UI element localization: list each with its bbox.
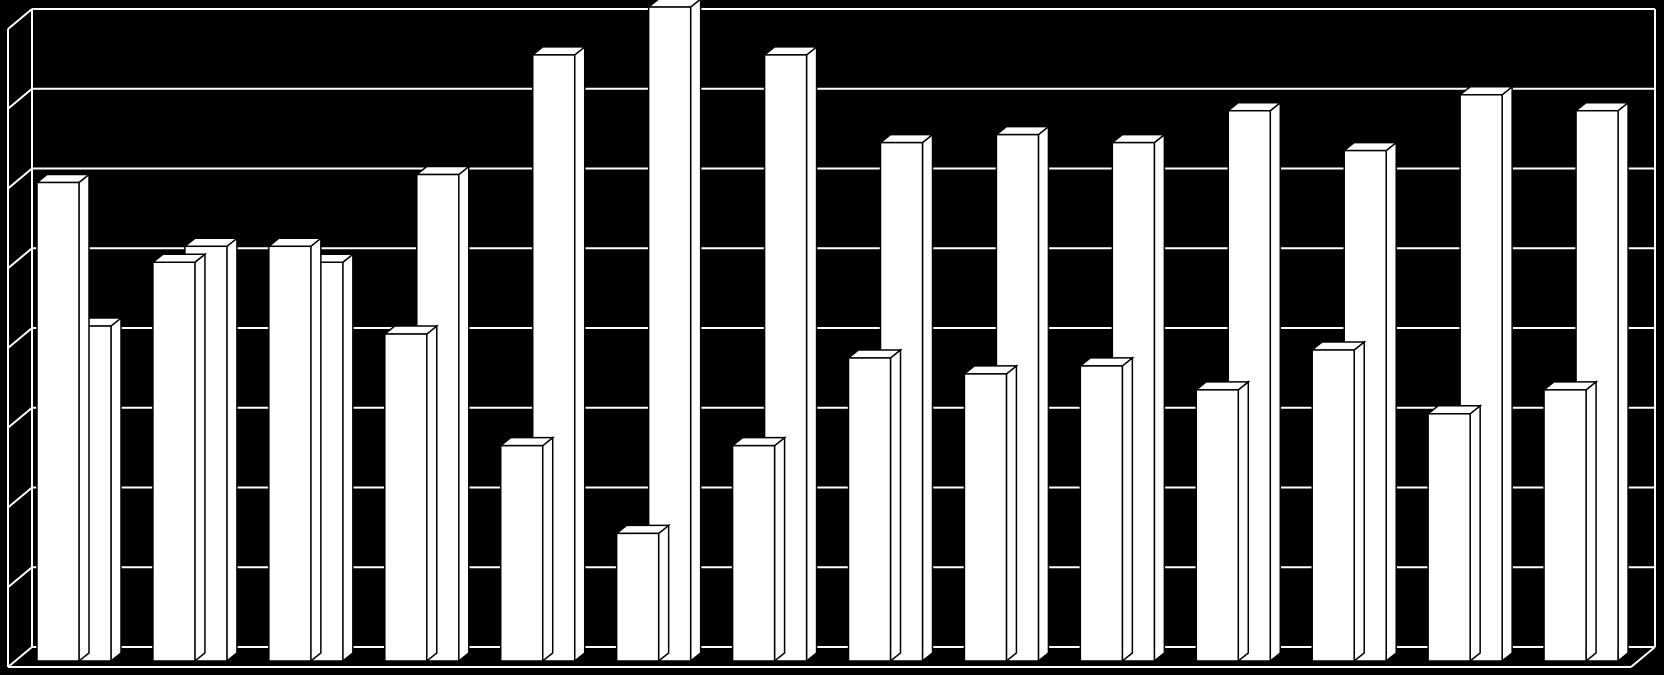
bar-series-1-9-side <box>1006 366 1016 661</box>
bar-series-2-7-top <box>765 47 817 55</box>
bar-series-1-6-front <box>617 533 659 661</box>
bar-series-2-11-side <box>1270 103 1280 661</box>
bar-series-1-3-top <box>269 238 321 246</box>
bar-series-1-7-top <box>733 438 785 446</box>
bar-series-1-5-front <box>501 446 543 661</box>
bar-series-2-12-top <box>1344 143 1396 151</box>
bar-series-1-6-top <box>617 525 669 533</box>
bar-series-1-2-top <box>153 254 205 262</box>
bar-series-1-8-front <box>849 358 891 661</box>
bar-series-1-9 <box>964 366 1016 661</box>
bar-series-2-5-top <box>533 47 585 55</box>
bar-series-1-1 <box>37 175 89 662</box>
bar-series-1-12-top <box>1312 342 1364 350</box>
bar-series-1-14 <box>1544 382 1596 661</box>
bar-series-1-4 <box>385 326 437 661</box>
bar-series-1-11-front <box>1196 390 1238 661</box>
bar-series-1-8-top <box>849 350 901 358</box>
bar-series-2-11-top <box>1228 103 1280 111</box>
bar-series-1-9-top <box>964 366 1016 374</box>
bar-series-2-3-side <box>343 254 353 661</box>
bar-series-2-6-side <box>691 0 701 661</box>
bar-series-2-4-side <box>459 167 469 661</box>
bar-series-1-1-side <box>79 175 89 662</box>
bar-series-1-13-front <box>1428 414 1470 661</box>
bar-series-1-5-top <box>501 438 553 446</box>
bar-series-1-14-front <box>1544 390 1586 661</box>
bar-series-1-8-side <box>891 350 901 661</box>
bar-series-1-7 <box>733 438 785 661</box>
bar-series-1-7-front <box>733 446 775 661</box>
bar-series-1-5-side <box>543 438 553 661</box>
bar-series-2-8-top <box>881 135 933 143</box>
bar-series-1-11-side <box>1238 382 1248 661</box>
bar-series-2-4-top <box>417 167 469 175</box>
bar-series-1-3-front <box>269 246 311 661</box>
bar-series-1-3-side <box>311 238 321 661</box>
bar-series-1-4-front <box>385 334 427 661</box>
bar-series-2-6-top <box>649 0 701 7</box>
bar-series-1-12-front <box>1312 350 1354 661</box>
bar-series-1-2 <box>153 254 205 661</box>
bar-series-1-8 <box>849 350 901 661</box>
bar-series-2-10-top <box>1112 135 1164 143</box>
bar-series-2-5-side <box>575 47 585 661</box>
bar-series-1-10-side <box>1122 358 1132 661</box>
bar-series-1-11 <box>1196 382 1248 661</box>
bar-series-2-14-top <box>1576 103 1628 111</box>
bar-series-1-11-top <box>1196 382 1248 390</box>
bar-series-1-2-front <box>153 262 195 661</box>
bar-series-1-1-front <box>37 183 79 662</box>
bar-series-2-9-side <box>1038 127 1048 661</box>
bar-series-2-13-side <box>1502 87 1512 661</box>
bar-series-1-4-side <box>427 326 437 661</box>
bar-series-1-9-front <box>964 374 1006 661</box>
bar-series-1-5 <box>501 438 553 661</box>
bar-series-2-7-side <box>807 47 817 661</box>
bar-series-1-10 <box>1080 358 1132 661</box>
bar-series-2-13-top <box>1460 87 1512 95</box>
bar-series-1-10-top <box>1080 358 1132 366</box>
bar-series-1-4-top <box>385 326 437 334</box>
bar-series-2-2-top <box>185 238 237 246</box>
bar-series-2-2-side <box>227 238 237 661</box>
bar-series-1-6-side <box>659 525 669 661</box>
bar-series-1-1-top <box>37 175 89 183</box>
bar-series-1-12 <box>1312 342 1364 661</box>
bar-series-1-10-front <box>1080 366 1122 661</box>
bar-series-1-13-side <box>1470 406 1480 661</box>
bar-series-1-12-side <box>1354 342 1364 661</box>
bar-series-1-14-top <box>1544 382 1596 390</box>
bar-series-2-9-top <box>996 127 1048 135</box>
bar-series-2-1-side <box>111 318 121 661</box>
bar-series-1-13 <box>1428 406 1480 661</box>
bar-series-2-12-side <box>1386 143 1396 661</box>
bar-series-1-2-side <box>195 254 205 661</box>
bar-series-1-14-side <box>1586 382 1596 661</box>
bar-series-1-3 <box>269 238 321 661</box>
bar-series-2-14-side <box>1618 103 1628 661</box>
bar-series-2-8-side <box>923 135 933 661</box>
bar-series-1-7-side <box>775 438 785 661</box>
bar-series-1-6 <box>617 525 669 661</box>
bar-series-2-10-side <box>1154 135 1164 661</box>
bar-series-1-13-top <box>1428 406 1480 414</box>
